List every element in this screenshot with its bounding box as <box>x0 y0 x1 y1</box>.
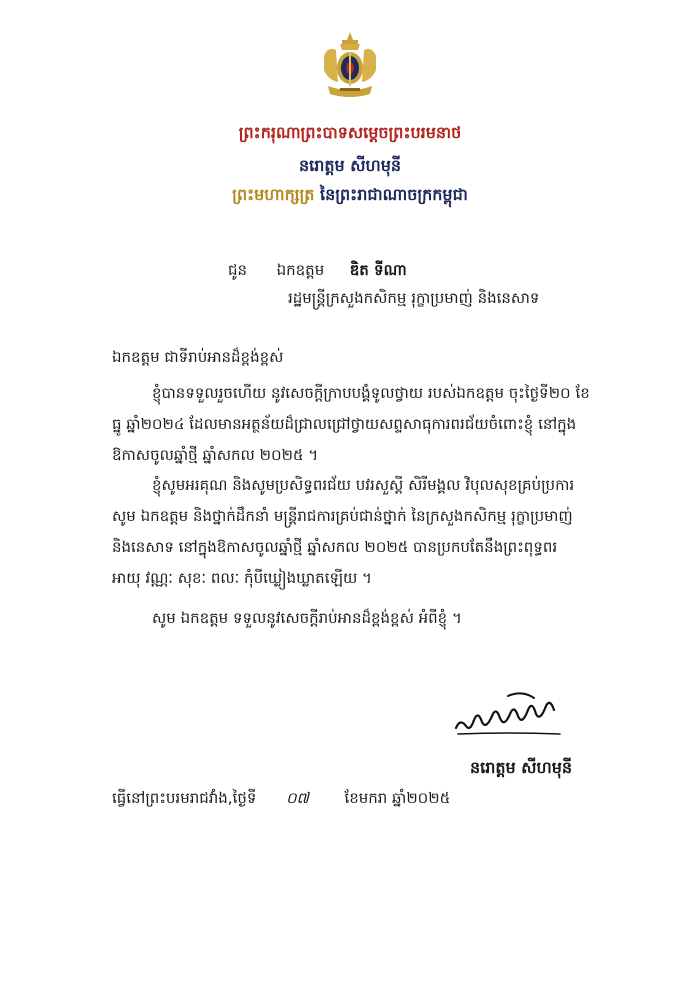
to-label: ជូន <box>228 261 248 279</box>
dateline-day: ០៧ <box>285 789 309 807</box>
recipient-name: ឌិត ទីណា <box>349 261 407 279</box>
king-name: នរោត្តម សីហមុនី <box>298 156 402 175</box>
dateline-month-year: ខែមករា ឆ្នាំ២០២៥ <box>344 789 451 807</box>
recipient-line <box>228 261 407 283</box>
royal-title-line: ព្រះករុណាព្រះបាទសម្ដេចព្រះបរមនាថ <box>238 123 462 142</box>
dateline-place: ធ្វើនៅព្រះបរមរាជវាំង,ថ្ងៃទី <box>112 789 257 807</box>
kingdom-name: នៃព្រះរាជាណាចក្រកម្ពុជា <box>314 185 468 204</box>
handwritten-signature <box>448 688 573 738</box>
body-paragraph-1: ខ្ញុំបានទទួលរួចហើយ នូវសេចក្ដីក្រាបបង្គំទូលថ្វាយ របស់ឯកឧត្តម ចុះថ្ងៃទី២០ ខែធ្នូ ឆ្នាំ២០២៤ ដែលមានអត្ថន័យដ៏ជ្រាលជ្រៅថ្វាយសព្ទសាធុការពរជ័យចំពោះខ្ញុំ នៅក្នុងឱកាសចូលឆ្នាំថ្មី ឆ្នាំសកល ២០២៥ ។ <box>112 384 590 464</box>
recipient-title: ឯកឧត្តម <box>276 261 325 279</box>
printed-name: នរោត្តម សីហមុនី <box>470 758 573 777</box>
body-paragraph-2: ខ្ញុំសូមអរគុណ និងសូមប្រសិទ្ធពរជ័យ បវរសួស្ដី សិរីមង្គល វិបុលសុខគ្រប់ប្រការ សូម ឯកឧត្តម និងថ្នាក់ដឹកនាំ មន្ត្រីរាជការគ្រប់ជាន់ថ្នាក់ នៃក្រសួងកសិកម្ម រុក្ខាប្រមាញ់ និងនេសាទ នៅក្នុងឱកាសចូលឆ្នាំថ្មី ឆ្នាំសកល ២០២៥ បានប្រកបតែនឹងព្រះពុទ្ធពរ អាយុ វណ្ណៈ សុខៈ ពលៈ កុំបីឃ្លៀងឃ្លាតឡើយ ។ <box>112 476 575 587</box>
salutation: ឯកឧត្តម ជាទីរាប់អានដ៏ខ្ពង់ខ្ពស់ <box>112 348 284 366</box>
dateline <box>112 789 450 811</box>
kingdom-line <box>0 184 700 208</box>
body-paragraph-3: សូម ឯកឧត្តម ទទួលនូវសេចក្ដីរាប់អានដ៏ខ្ពង់ខ្ពស់ អំពីខ្ញុំ ។ <box>152 609 462 627</box>
king-title: ព្រះមហាក្សត្រ <box>232 185 315 204</box>
recipient-position: រដ្ឋមន្ត្រីក្រសួងកសិកម្ម រុក្ខាប្រមាញ់ និងនេសាទ <box>288 289 540 307</box>
royal-arms-icon <box>318 30 382 102</box>
